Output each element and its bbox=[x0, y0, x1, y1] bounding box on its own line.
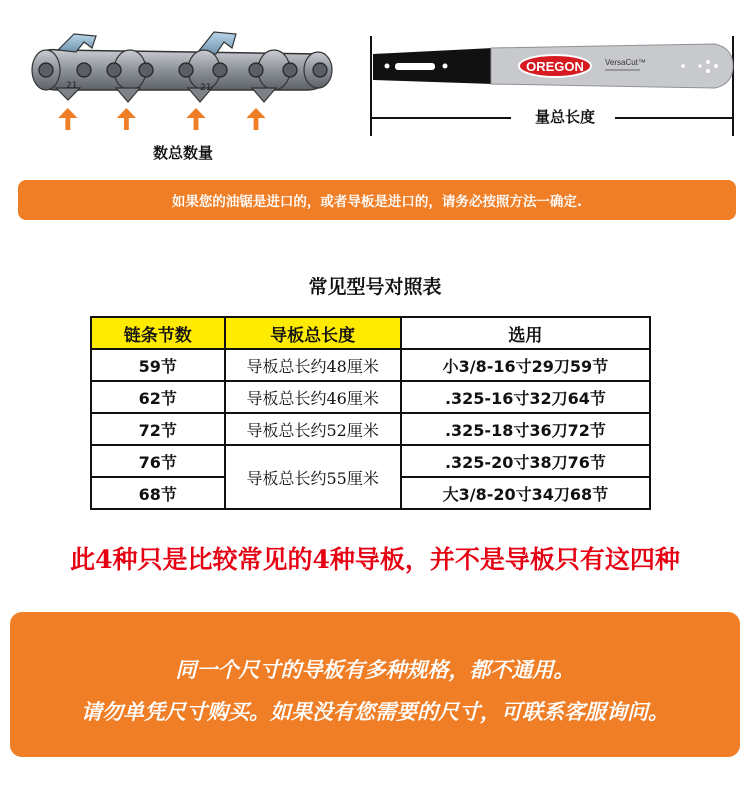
header-use: 选用 bbox=[401, 317, 650, 349]
cell-use: .325-20寸38刀76节 bbox=[401, 445, 650, 477]
header-links: 链条节数 bbox=[91, 317, 225, 349]
oregon-logo-text: OREGON bbox=[526, 59, 584, 74]
footer-line-1: 同一个尺寸的导板有多种规格，都不通用。 bbox=[175, 658, 575, 682]
saw-chain-image bbox=[28, 18, 338, 138]
cell-length: 导板总长约46厘米 bbox=[225, 381, 401, 413]
link-mark-1: 21 bbox=[66, 81, 78, 91]
cell-use: 大3/8-20寸34刀68节 bbox=[401, 477, 650, 509]
import-notice-banner bbox=[18, 180, 736, 220]
bar-model-text: VersaCut™ bbox=[605, 58, 646, 67]
table-row bbox=[91, 445, 650, 477]
red-note: 此4种只是比较常见的4种导板，并不是导板只有这四种 bbox=[70, 545, 680, 574]
header-length: 导板总长度 bbox=[225, 317, 401, 349]
chain-caption: 数总数量 bbox=[152, 144, 213, 162]
arrow-up-icon bbox=[246, 108, 265, 130]
cell-length: 导板总长约55厘米 bbox=[225, 445, 401, 509]
arrow-up-icon bbox=[58, 108, 77, 130]
table-row bbox=[91, 381, 650, 413]
cell-links: 76节 bbox=[91, 445, 225, 477]
table-title: 常见型号对照表 bbox=[308, 276, 442, 298]
comparison-table bbox=[90, 316, 651, 510]
chain-illustration bbox=[28, 18, 338, 168]
cell-links: 68节 bbox=[91, 477, 225, 509]
cell-links: 59节 bbox=[91, 349, 225, 381]
cell-use: .325-18寸36刀72节 bbox=[401, 413, 650, 445]
cell-links: 62节 bbox=[91, 381, 225, 413]
cell-length: 导板总长约48厘米 bbox=[225, 349, 401, 381]
table-row bbox=[91, 413, 650, 445]
cell-links: 72节 bbox=[91, 413, 225, 445]
footer-line-2: 请勿单凭尺寸购买。如果没有您需要的尺寸，可联系客服询问。 bbox=[81, 700, 669, 724]
table-header-row bbox=[91, 317, 650, 349]
table-row bbox=[91, 349, 650, 381]
link-mark-2: 21 bbox=[200, 83, 212, 93]
guide-bar-illustration bbox=[365, 18, 740, 138]
bar-caption: 量总长度 bbox=[515, 106, 615, 127]
footer-banner bbox=[10, 612, 740, 757]
cell-use: .325-16寸32刀64节 bbox=[401, 381, 650, 413]
arrow-up-icon bbox=[117, 108, 136, 130]
import-notice-text: 如果您的油锯是进口的，或者导板是进口的，请务必按照方法一确定. bbox=[171, 194, 583, 210]
cell-length: 导板总长约52厘米 bbox=[225, 413, 401, 445]
arrow-up-icon bbox=[186, 108, 205, 130]
cell-use: 小3/8-16寸29刀59节 bbox=[401, 349, 650, 381]
